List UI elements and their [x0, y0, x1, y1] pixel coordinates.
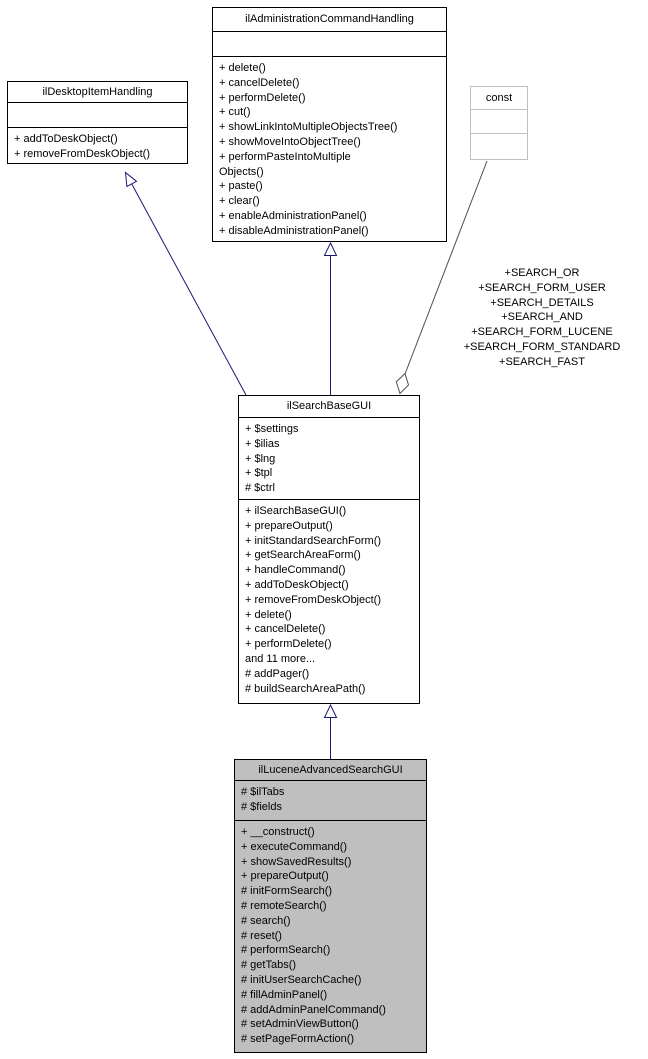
- attribute-entry: # $ctrl: [245, 482, 275, 495]
- attributes-section-empty: [471, 110, 527, 134]
- attributes-section-empty: [213, 32, 446, 57]
- method-entry: + addToDeskObject(): [245, 578, 349, 591]
- methods-section: [213, 57, 446, 239]
- method-entry: + handleCommand(): [245, 564, 346, 577]
- method-entry: # remoteSearch(): [241, 899, 327, 912]
- method-entry: + __construct(): [241, 826, 315, 838]
- methods-section: [8, 128, 187, 162]
- class-node-ilsearchbasegui[interactable]: [238, 395, 420, 704]
- method-entry: + cancelDelete(): [219, 76, 300, 89]
- edge-label: +SEARCH_FAST: [499, 355, 585, 368]
- method-entry: + getSearchAreaForm(): [245, 549, 361, 562]
- attribute-entry: # $ilTabs: [241, 786, 285, 798]
- attribute-entry: + $ilias: [245, 437, 280, 450]
- class-title: const: [471, 87, 527, 110]
- method-entry: # fillAdminPanel(): [241, 988, 328, 1001]
- method-entry: + delete(): [245, 608, 292, 621]
- methods-section: [239, 500, 419, 696]
- attributes-section-empty: [8, 103, 187, 128]
- method-entry: + clear(): [219, 195, 260, 208]
- method-entry: # setAdminViewButton(): [241, 1018, 359, 1031]
- method-entry: + ilSearchBaseGUI(): [245, 505, 347, 517]
- method-entry: # search(): [241, 914, 291, 927]
- aggregation-edge-labels: [436, 266, 648, 370]
- class-node-ildesktopitemhandling[interactable]: [7, 81, 188, 164]
- method-entry: + delete(): [219, 62, 266, 74]
- attribute-entry: + $settings: [245, 423, 299, 435]
- method-entry: + showLinkIntoMultipleObjectsTree(): [219, 121, 398, 134]
- method-entry: + cut(): [219, 106, 251, 119]
- method-entry: + removeFromDeskObject(): [245, 593, 382, 606]
- method-entry: + prepareOutput(): [245, 519, 333, 532]
- method-entry: # setPageFormAction(): [241, 1033, 355, 1046]
- method-entry: # reset(): [241, 929, 282, 942]
- edge-label: +SEARCH_DETAILS: [490, 296, 594, 309]
- method-entry: + paste(): [219, 180, 263, 193]
- class-title: ilDesktopItemHandling: [8, 82, 187, 103]
- method-entry: + showSavedResults(): [241, 855, 352, 868]
- methods-more-indicator: and 11 more...: [245, 652, 316, 665]
- edge-label: +SEARCH_OR: [504, 267, 580, 279]
- method-entry: + showMoveIntoObjectTree(): [219, 135, 361, 148]
- edge-label: +SEARCH_FORM_STANDARD: [463, 340, 621, 353]
- method-entry: + enableAdministrationPanel(): [219, 209, 367, 222]
- method-entry: + disableAdministrationPanel(): [219, 224, 369, 237]
- attribute-entry: + $lng: [245, 452, 276, 465]
- inheritance-arrowhead-icon: [325, 705, 337, 718]
- method-entry: # initUserSearchCache(): [241, 973, 362, 986]
- methods-section: [235, 821, 426, 1047]
- method-entry: + cancelDelete(): [245, 623, 326, 636]
- method-entry: # initFormSearch(): [241, 885, 333, 898]
- method-entry: # buildSearchAreaPath(): [245, 682, 366, 695]
- method-entry: + performPasteIntoMultiple: [219, 150, 351, 163]
- inheritance-arrowhead-icon: [126, 173, 137, 187]
- method-entry: # addAdminPanelCommand(): [241, 1003, 386, 1016]
- inheritance-arrowhead-icon: [325, 243, 337, 256]
- class-title: ilLuceneAdvancedSearchGUI: [235, 760, 426, 781]
- method-entry-wrap: Objects(): [219, 165, 264, 178]
- class-title: ilSearchBaseGUI: [239, 396, 419, 418]
- method-entry: + performDelete(): [219, 91, 306, 104]
- class-title: ilAdministrationCommandHandling: [213, 8, 446, 32]
- class-node-iladministrationcommandhandling[interactable]: [212, 7, 447, 242]
- method-entry: # performSearch(): [241, 944, 331, 957]
- attributes-section: [235, 781, 426, 821]
- method-entry: + addToDeskObject(): [14, 133, 118, 145]
- method-entry: + performDelete(): [245, 638, 332, 651]
- aggregation-diamond-icon: [396, 374, 408, 394]
- method-entry: # addPager(): [245, 667, 310, 680]
- method-entry: + initStandardSearchForm(): [245, 534, 382, 547]
- class-node-const: [470, 86, 528, 160]
- method-entry: + prepareOutput(): [241, 870, 329, 883]
- attribute-entry: # $fields: [241, 800, 282, 813]
- method-entry: + removeFromDeskObject(): [14, 147, 151, 160]
- edge-label: +SEARCH_FORM_USER: [478, 281, 606, 294]
- method-entry: + executeCommand(): [241, 840, 348, 853]
- edge-label: +SEARCH_FORM_LUCENE: [471, 326, 613, 339]
- edge-label: +SEARCH_AND: [501, 311, 583, 324]
- method-entry: # getTabs(): [241, 959, 297, 972]
- attribute-entry: + $tpl: [245, 467, 273, 480]
- class-node-illuceneadvancedsearchgui: [234, 759, 427, 1053]
- attributes-section: [239, 418, 419, 500]
